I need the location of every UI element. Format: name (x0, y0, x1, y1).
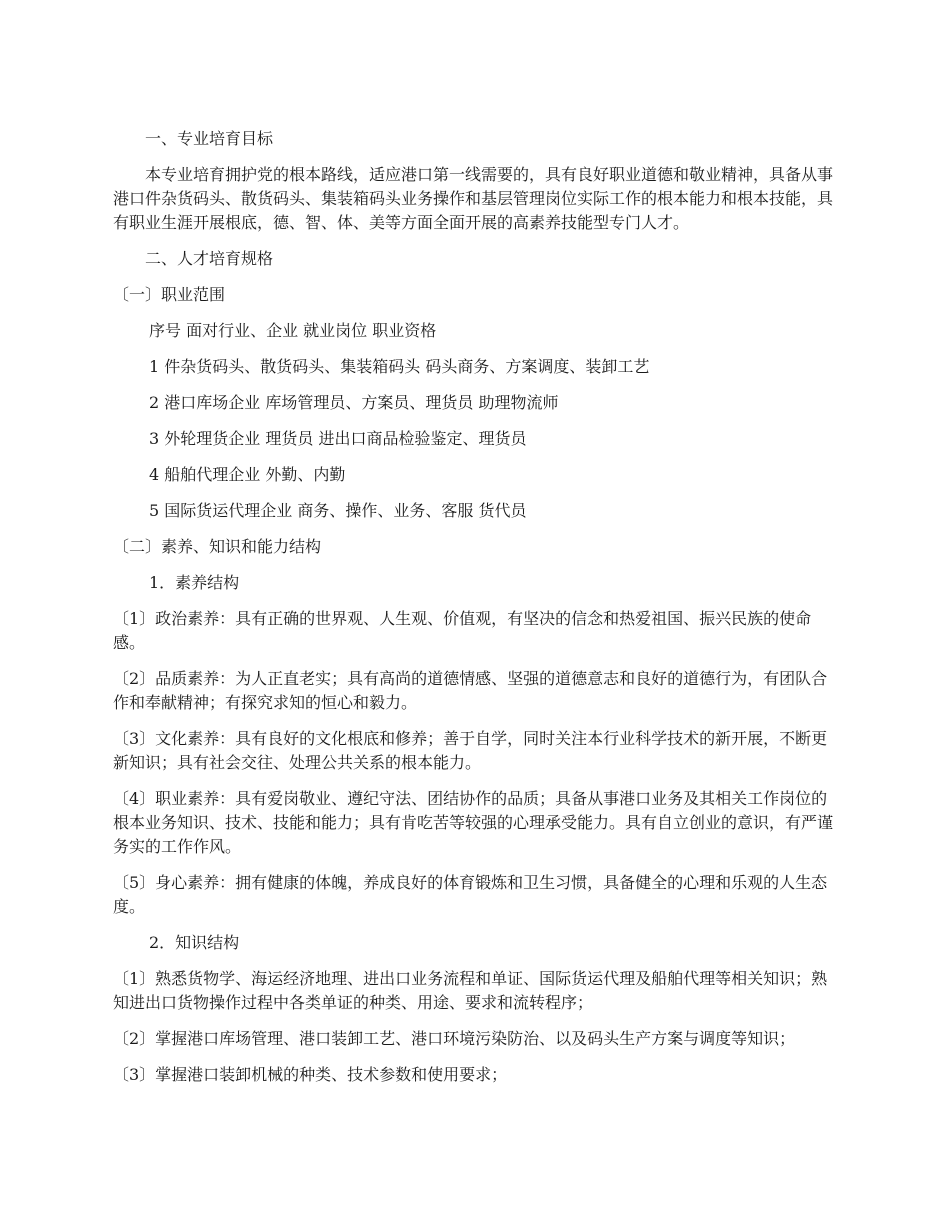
quality-item-physical: 〔5〕身心素养：拥有健康的体魄，养成良好的体育锻炼和卫生习惯，具备健全的心理和乐观的人生态度。 (113, 873, 828, 916)
subheading-quality-structure: 1．素养结构 (149, 573, 240, 592)
table-row: 2 港口库场企业 库场管理员、方案员、理货员 助理物流师 (149, 393, 559, 412)
subheading-knowledge-structure: 2．知识结构 (149, 933, 240, 952)
paragraph-training-goal: 本专业培育拥护党的根本路线，适应港口第一线需要的，具有良好职业道德和敬业精神，具备从事港口件杂货码头、散货码头、集装箱码头业务操作和基层管理岗位实际工作的根本能力和根本技能，具有职业生涯开展根底，德、智、体、美等方面全面开展的高素养技能型专门人才。 (113, 165, 834, 232)
quality-item-culture: 〔3〕文化素养：具有良好的文化根底和修养；善于自学，同时关注本行业科学技术的新开展，不断更新知识；具有社会交往、处理公共关系的根本能力。 (113, 729, 828, 772)
section-competency-structure: 〔二〕素养、知识和能力结构 (113, 537, 322, 556)
quality-item-political: 〔1〕政治素养：具有正确的世界观、人生观、价值观，有坚决的信念和热爱祖国、振兴民族的使命感。 (113, 609, 812, 652)
document-body (113, 124, 839, 1087)
knowledge-item: 〔3〕掌握港口装卸机械的种类、技术参数和使用要求； (113, 1065, 508, 1084)
table-row: 3 外轮理货企业 理货员 进出口商品检验鉴定、理货员 (149, 429, 527, 448)
heading-training-goal: 一、专业培育目标 (145, 129, 274, 148)
quality-item-professional: 〔4〕职业素养：具有爱岗敬业、遵纪守法、团结协作的品质；具备从事港口业务及其相关工作岗位的根本业务知识、技术、技能和能力；具有肯吃苦等较强的心理承受能力。具有自立创业的意识，有严谨务实的工作作风。 (113, 789, 834, 856)
heading-talent-spec: 二、人才培育规格 (145, 249, 274, 268)
quality-item-character: 〔2〕品质素养：为人正直老实；具有高尚的道德情感、坚强的道德意志和良好的道德行为，有团队合作和奉献精神；有探究求知的恒心和毅力。 (113, 669, 828, 712)
table-row: 4 船舶代理企业 外勤、内勤 (149, 465, 346, 484)
table-row: 5 国际货运代理企业 商务、操作、业务、客服 货代员 (149, 501, 527, 520)
table-header-line: 序号 面对行业、企业 就业岗位 职业资格 (149, 321, 437, 340)
knowledge-item: 〔2〕掌握港口库场管理、港口装卸工艺、港口环境污染防治、以及码头生产方案与调度等知识； (113, 1029, 796, 1048)
table-row: 1 件杂货码头、散货码头、集装箱码头 码头商务、方案调度、装卸工艺 (149, 357, 650, 376)
section-career-scope: 〔一〕职业范围 (113, 285, 226, 304)
knowledge-item: 〔1〕熟悉货物学、海运经济地理、进出口业务流程和单证、国际货运代理及船舶代理等相关知识；熟知进出口货物操作过程中各类单证的种类、用途、要求和流转程序； (113, 969, 828, 1012)
